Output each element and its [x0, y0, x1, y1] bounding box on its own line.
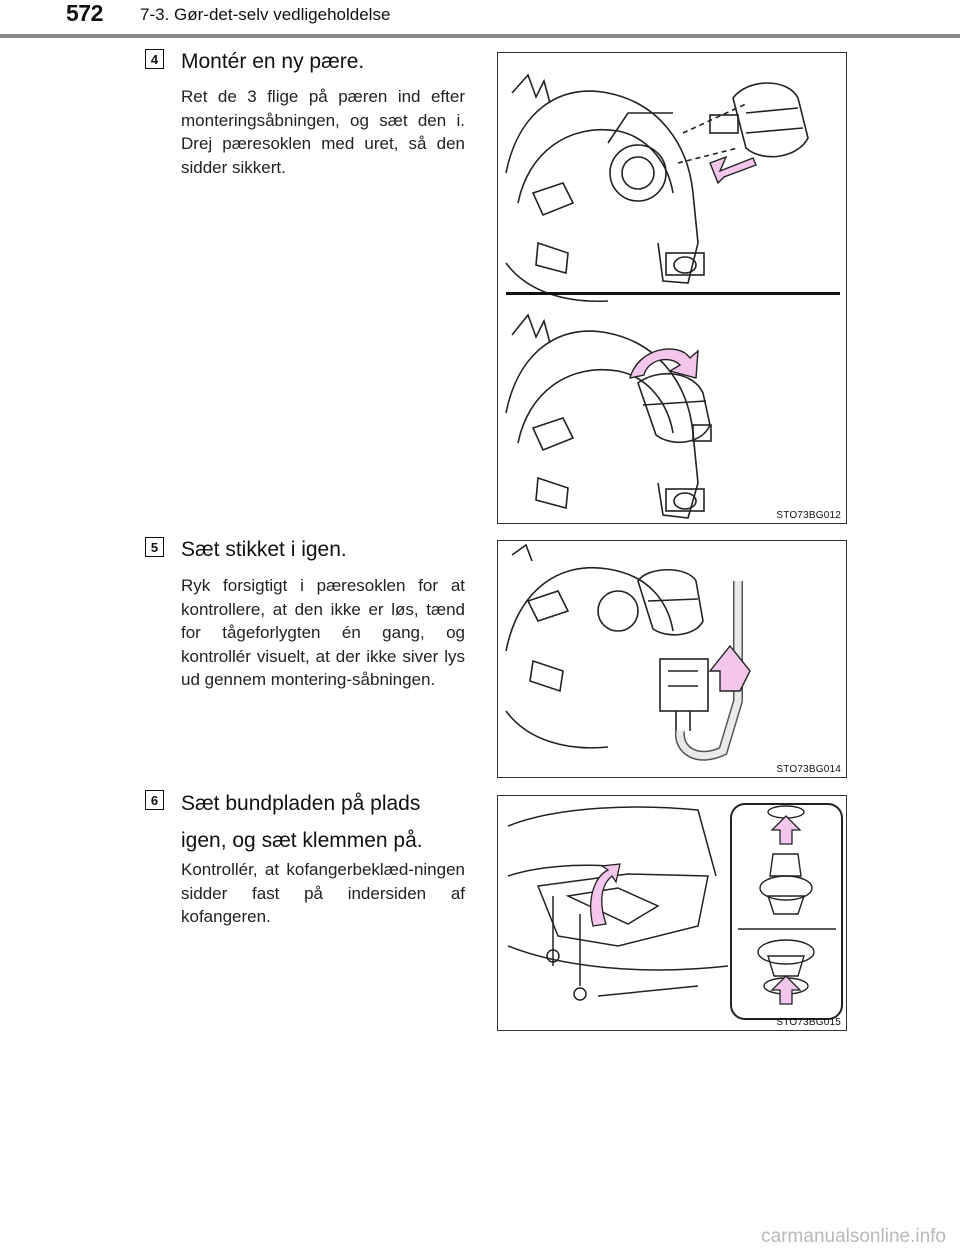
step-5-title: Sæt stikket i igen. [181, 538, 347, 561]
section-title: 7-3. Gør-det-selv vedligeholdelse [140, 5, 391, 24]
step-number-5: 5 [145, 537, 164, 557]
figure-reconnect-plug [497, 540, 847, 778]
figure-divider [506, 292, 840, 295]
step-number-4: 4 [145, 49, 164, 69]
step-number-6: 6 [145, 790, 164, 810]
step-4-body: Ret de 3 flige på pæren ind efter monteringsåbningen, og sæt den i. Drej pæresoklen med uret, så den sidder sikkert. [181, 87, 465, 177]
figure-code: STO73BG014 [776, 764, 841, 775]
header-rule [0, 34, 960, 38]
connector-illustration [498, 541, 847, 778]
figure-code: STO73BG012 [776, 510, 841, 521]
figure-install-bulb [497, 52, 847, 524]
step-6-body: Kontrollér, at kofangerbeklæd-ningen sidder fast på indersiden af kofangeren. [181, 860, 465, 926]
watermark: carmanualsonline.info [761, 1226, 946, 1247]
page-number: 572 [66, 0, 103, 26]
step-4-title: Montér en ny pære. [181, 50, 365, 73]
step-6-title: Sæt bundpladen på plads igen, og sæt klemmen på. [181, 792, 423, 852]
undercover-illustration [498, 796, 847, 1031]
bulb-install-illustration [498, 53, 847, 524]
figure-undercover [497, 795, 847, 1031]
step-5-body: Ryk forsigtigt i pæresoklen for at kontrollere, at den ikke er løs, tænd for tågeforlygten én gang, og kontrollér visuelt, at der ikke siver lys ud gennem montering-såbningen. [181, 576, 465, 689]
figure-code: STO73BG015 [776, 1017, 841, 1028]
